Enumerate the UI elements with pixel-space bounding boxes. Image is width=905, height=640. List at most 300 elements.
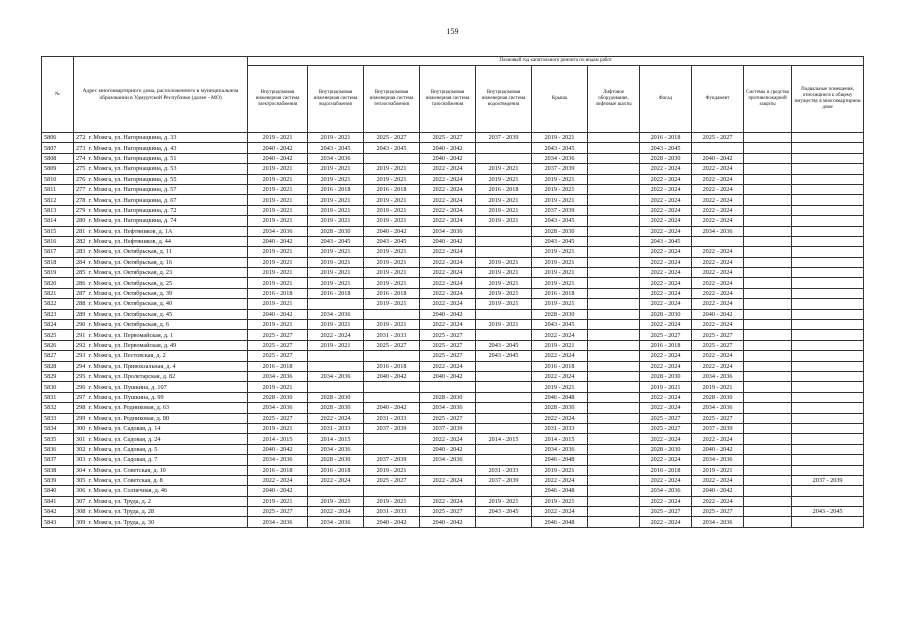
row-year-cell: 2022 - 2024: [532, 475, 588, 485]
row-year-cell: 2016 - 2018: [640, 133, 692, 143]
row-number: 5830: [42, 382, 74, 392]
row-year-cell: 2025 - 2027: [692, 330, 744, 340]
row-year-cell: [792, 403, 864, 413]
row-year-cell: 2019 - 2021: [308, 268, 364, 278]
row-year-cell: [476, 455, 532, 465]
row-year-cell: 2046 - 2048: [532, 517, 588, 527]
row-year-cell: [588, 496, 640, 506]
row-number: 5814: [42, 216, 74, 226]
row-year-cell: 2016 - 2018: [364, 184, 420, 194]
row-year-cell: 2019 - 2021: [692, 382, 744, 392]
row-year-cell: 2019 - 2021: [476, 320, 532, 330]
row-year-cell: 2019 - 2021: [364, 216, 420, 226]
row-year-cell: 2028 - 2030: [308, 392, 364, 402]
row-year-cell: 2019 - 2021: [532, 382, 588, 392]
row-year-cell: 2034 - 2036: [420, 403, 476, 413]
row-address: г. Можга, ул. Октябрьская, д. 25: [87, 278, 248, 288]
row-year-cell: 2019 - 2021: [248, 299, 308, 309]
row-year-cell: [588, 340, 640, 350]
row-year-cell: [476, 392, 532, 402]
row-year-cell: [744, 184, 792, 194]
row-year-cell: 2022 - 2024: [640, 174, 692, 184]
row-year-cell: [792, 351, 864, 361]
row-year-cell: [744, 309, 792, 319]
row-year-cell: [588, 247, 640, 257]
row-year-cell: [308, 299, 364, 309]
row-address: г. Можга, ул. Пушкина, д. 107: [87, 382, 248, 392]
row-year-cell: 2031 - 2033: [364, 507, 420, 517]
row-year-cell: 2040 - 2042: [248, 444, 308, 454]
row-address: г. Можга, ул. Солнечная, д. 46: [87, 486, 248, 496]
header-water-supply: Внутридомовая инженерная система водоснабжения: [308, 66, 364, 133]
row-year-cell: 2022 - 2024: [640, 434, 692, 444]
row-year-cell: 2022 - 2024: [692, 320, 744, 330]
row-year-cell: 2019 - 2021: [532, 195, 588, 205]
row-year-cell: [792, 299, 864, 309]
row-year-cell: 2040 - 2042: [420, 236, 476, 246]
row-address: г. Можга, ул. Октябрьская, д. 23: [87, 268, 248, 278]
row-address: г. Можга, ул. Садовая, д. 14: [87, 423, 248, 433]
row-year-cell: 2043 - 2045: [476, 507, 532, 517]
row-year-cell: 2028 - 2030: [640, 309, 692, 319]
row-year-cell: 2019 - 2021: [308, 164, 364, 174]
row-year-cell: [792, 340, 864, 350]
row-year-cell: [744, 392, 792, 402]
row-year-cell: 2022 - 2024: [420, 247, 476, 257]
row-year-cell: 2016 - 2018: [476, 184, 532, 194]
row-year-cell: 2022 - 2024: [420, 164, 476, 174]
row-year-cell: 2019 - 2021: [532, 247, 588, 257]
row-address: г. Можга, ул. Привокзальная, д. 4: [87, 361, 248, 371]
row-year-cell: 2022 - 2024: [420, 257, 476, 267]
row-year-cell: 2046 - 2048: [532, 486, 588, 496]
row-year-cell: [476, 517, 532, 527]
row-number: 5817: [42, 247, 74, 257]
row-number: 5834: [42, 423, 74, 433]
row-year-cell: 2034 - 2036: [640, 486, 692, 496]
row-year-cell: 2043 - 2045: [532, 236, 588, 246]
row-number: 5831: [42, 392, 74, 402]
row-address: г. Можга, ул. Советская, д. 8: [87, 475, 248, 485]
row-sequence: 276: [74, 174, 87, 184]
row-year-cell: [744, 236, 792, 246]
row-year-cell: 2037 - 2039: [532, 164, 588, 174]
row-year-cell: 2025 - 2027: [420, 133, 476, 143]
table-row: [42, 517, 864, 527]
row-year-cell: 2019 - 2021: [308, 496, 364, 506]
row-year-cell: 2040 - 2042: [420, 517, 476, 527]
row-year-cell: 2040 - 2042: [692, 309, 744, 319]
row-year-cell: 2019 - 2021: [476, 174, 532, 184]
row-year-cell: [588, 164, 640, 174]
row-year-cell: 2025 - 2027: [248, 413, 308, 423]
row-year-cell: [588, 268, 640, 278]
row-year-cell: 2019 - 2021: [532, 133, 588, 143]
row-number: 5824: [42, 320, 74, 330]
row-sequence: 288: [74, 299, 87, 309]
row-year-cell: [476, 361, 532, 371]
row-year-cell: 2019 - 2021: [532, 299, 588, 309]
header-row-number: №: [42, 57, 74, 133]
row-address: г. Можга, ул. Нагорнацкина, д. 51: [87, 153, 248, 163]
row-year-cell: 2025 - 2027: [420, 340, 476, 350]
row-number: 5823: [42, 309, 74, 319]
row-sequence: 309: [74, 517, 87, 527]
row-year-cell: 2022 - 2024: [420, 195, 476, 205]
row-sequence: 303: [74, 455, 87, 465]
table-row: [42, 143, 864, 153]
row-year-cell: 2034 - 2036: [248, 517, 308, 527]
row-year-cell: [692, 236, 744, 246]
row-year-cell: 2019 - 2021: [476, 278, 532, 288]
row-year-cell: 2040 - 2042: [248, 486, 308, 496]
row-year-cell: [308, 361, 364, 371]
row-year-cell: 2022 - 2024: [692, 351, 744, 361]
row-year-cell: [476, 444, 532, 454]
row-year-cell: [308, 382, 364, 392]
row-year-cell: 2040 - 2042: [692, 486, 744, 496]
row-address: г. Можга, ул. Садовая, д. 7: [87, 455, 248, 465]
row-year-cell: [588, 413, 640, 423]
row-year-cell: 2014 - 2015: [476, 434, 532, 444]
row-year-cell: 2022 - 2024: [692, 288, 744, 298]
row-year-cell: 2034 - 2036: [308, 309, 364, 319]
table-row: [42, 351, 864, 361]
row-year-cell: [792, 371, 864, 381]
row-year-cell: 2022 - 2024: [692, 496, 744, 506]
row-year-cell: [588, 288, 640, 298]
row-year-cell: 2019 - 2021: [476, 195, 532, 205]
row-year-cell: 2016 - 2018: [248, 361, 308, 371]
table-header: [42, 57, 864, 133]
row-year-cell: 2040 - 2042: [364, 371, 420, 381]
row-year-cell: [364, 351, 420, 361]
row-year-cell: 2025 - 2027: [640, 330, 692, 340]
row-year-cell: 2043 - 2045: [308, 236, 364, 246]
row-number: 5806: [42, 133, 74, 143]
table-row: [42, 475, 864, 485]
row-year-cell: 2022 - 2024: [420, 174, 476, 184]
row-year-cell: [792, 268, 864, 278]
table-row: [42, 403, 864, 413]
row-year-cell: 2022 - 2024: [532, 351, 588, 361]
row-year-cell: 2019 - 2021: [248, 184, 308, 194]
row-year-cell: [588, 133, 640, 143]
row-year-cell: [588, 423, 640, 433]
row-year-cell: 2025 - 2027: [420, 351, 476, 361]
row-year-cell: 2034 - 2036: [308, 517, 364, 527]
row-year-cell: 2040 - 2042: [364, 403, 420, 413]
row-year-cell: 2019 - 2021: [248, 382, 308, 392]
row-year-cell: 2025 - 2027: [420, 413, 476, 423]
header-gas-supply: Внутридомовая инженерная система газоснабжения: [420, 66, 476, 133]
row-year-cell: [588, 330, 640, 340]
row-year-cell: 2025 - 2027: [364, 340, 420, 350]
row-year-cell: [792, 392, 864, 402]
row-year-cell: 2031 - 2033: [476, 465, 532, 475]
table-row: [42, 486, 864, 496]
row-year-cell: [744, 444, 792, 454]
row-sequence: 275: [74, 164, 87, 174]
row-year-cell: 2019 - 2021: [476, 205, 532, 215]
row-number: 5827: [42, 351, 74, 361]
row-address: г. Можга, ул. Нагорнацкина, д. 43: [87, 143, 248, 153]
row-year-cell: 2022 - 2024: [640, 226, 692, 236]
row-sequence: 282: [74, 236, 87, 246]
row-year-cell: 2040 - 2042: [420, 153, 476, 163]
row-year-cell: 2034 - 2036: [692, 517, 744, 527]
row-year-cell: 2025 - 2027: [692, 340, 744, 350]
row-year-cell: [588, 434, 640, 444]
row-year-cell: [744, 465, 792, 475]
row-year-cell: 2034 - 2036: [248, 455, 308, 465]
row-year-cell: 2025 - 2027: [364, 133, 420, 143]
table-row: [42, 195, 864, 205]
row-number: 5828: [42, 361, 74, 371]
row-year-cell: 2022 - 2024: [640, 403, 692, 413]
table-row: [42, 153, 864, 163]
row-year-cell: 2019 - 2021: [308, 205, 364, 215]
row-year-cell: 2037 - 2039: [692, 423, 744, 433]
row-year-cell: [588, 153, 640, 163]
row-year-cell: [744, 320, 792, 330]
row-year-cell: 2028 - 2030: [248, 392, 308, 402]
row-year-cell: 2022 - 2024: [640, 496, 692, 506]
row-year-cell: [744, 133, 792, 143]
row-year-cell: 2022 - 2024: [640, 257, 692, 267]
row-address: г. Можга, ул. Нагорнацкина, д. 74: [87, 216, 248, 226]
row-address: г. Можга, ул. Октябрьская, д. 6: [87, 320, 248, 330]
row-sequence: 284: [74, 257, 87, 267]
row-year-cell: [588, 392, 640, 402]
row-year-cell: 2028 - 2030: [532, 309, 588, 319]
row-year-cell: [588, 320, 640, 330]
row-address: г. Можга, ул. Пушкина, д. 99: [87, 392, 248, 402]
row-year-cell: 2022 - 2024: [692, 268, 744, 278]
row-year-cell: 2022 - 2024: [640, 320, 692, 330]
row-year-cell: [792, 153, 864, 163]
row-sequence: 287: [74, 288, 87, 298]
row-year-cell: [588, 216, 640, 226]
row-year-cell: [792, 486, 864, 496]
row-year-cell: 2022 - 2024: [532, 371, 588, 381]
row-year-cell: 2019 - 2021: [532, 184, 588, 194]
row-year-cell: 2022 - 2024: [640, 278, 692, 288]
row-year-cell: 2022 - 2024: [640, 351, 692, 361]
row-year-cell: 2028 - 2030: [308, 226, 364, 236]
row-year-cell: [588, 403, 640, 413]
row-year-cell: 2014 - 2015: [248, 434, 308, 444]
row-year-cell: 2022 - 2024: [640, 205, 692, 215]
row-year-cell: 2040 - 2042: [420, 143, 476, 153]
row-year-cell: 2019 - 2021: [248, 174, 308, 184]
row-year-cell: [744, 268, 792, 278]
row-year-cell: 2043 - 2045: [476, 351, 532, 361]
row-year-cell: [476, 382, 532, 392]
row-year-cell: 2025 - 2027: [640, 413, 692, 423]
row-year-cell: 2031 - 2033: [364, 330, 420, 340]
row-year-cell: [744, 195, 792, 205]
row-address: г. Можга, ул. Пестовская, д. 2: [87, 351, 248, 361]
row-year-cell: [588, 299, 640, 309]
row-year-cell: [792, 143, 864, 153]
row-number: 5816: [42, 236, 74, 246]
row-sequence: 280: [74, 216, 87, 226]
table-row: [42, 288, 864, 298]
row-year-cell: 2043 - 2045: [532, 143, 588, 153]
row-year-cell: [792, 247, 864, 257]
row-year-cell: 2025 - 2027: [248, 340, 308, 350]
row-number: 5812: [42, 195, 74, 205]
row-address: г. Можга, ул. Нефтяников, д. 44: [87, 236, 248, 246]
table-row: [42, 340, 864, 350]
row-year-cell: [476, 330, 532, 340]
row-year-cell: 2046 - 2048: [532, 455, 588, 465]
row-year-cell: [476, 413, 532, 423]
row-year-cell: 2043 - 2045: [532, 320, 588, 330]
row-number: 5811: [42, 184, 74, 194]
row-year-cell: [744, 517, 792, 527]
row-number: 5818: [42, 257, 74, 267]
row-year-cell: [744, 153, 792, 163]
table-row: [42, 361, 864, 371]
row-year-cell: 2037 - 2039: [364, 423, 420, 433]
row-year-cell: 2034 - 2036: [692, 226, 744, 236]
row-year-cell: [792, 423, 864, 433]
header-fire-protection: Системы и средства противопожарной защиты: [744, 66, 792, 133]
row-year-cell: 2034 - 2036: [532, 444, 588, 454]
row-year-cell: [792, 382, 864, 392]
row-year-cell: 2022 - 2024: [420, 299, 476, 309]
row-sequence: 300: [74, 423, 87, 433]
row-year-cell: [476, 309, 532, 319]
row-year-cell: [308, 486, 364, 496]
row-year-cell: [792, 184, 864, 194]
row-address: г. Можга, ул. Советская, д. 10: [87, 465, 248, 475]
row-year-cell: [744, 351, 792, 361]
row-year-cell: 2019 - 2021: [532, 465, 588, 475]
row-year-cell: [792, 330, 864, 340]
row-year-cell: 2019 - 2021: [364, 320, 420, 330]
row-year-cell: [476, 403, 532, 413]
row-year-cell: 2022 - 2024: [692, 361, 744, 371]
row-year-cell: 2022 - 2024: [692, 257, 744, 267]
table-row: [42, 444, 864, 454]
row-sequence: 286: [74, 278, 87, 288]
header-foundation: Фундамент: [692, 66, 744, 133]
header-planned-years: Плановый год капитального ремонта по видам работ: [248, 57, 864, 66]
header-sewerage: Внутридомовая инженерная система водоотведения: [476, 66, 532, 133]
row-year-cell: [744, 340, 792, 350]
row-sequence: 273: [74, 143, 87, 153]
row-year-cell: [588, 444, 640, 454]
row-year-cell: [588, 205, 640, 215]
row-year-cell: 2034 - 2036: [692, 371, 744, 381]
row-number: 5819: [42, 268, 74, 278]
row-year-cell: 2022 - 2024: [308, 413, 364, 423]
row-year-cell: [420, 465, 476, 475]
row-sequence: 285: [74, 268, 87, 278]
row-year-cell: 2016 - 2018: [308, 288, 364, 298]
row-year-cell: [744, 288, 792, 298]
row-year-cell: 2022 - 2024: [640, 361, 692, 371]
row-year-cell: 2019 - 2021: [248, 164, 308, 174]
page-number: 159: [446, 27, 459, 36]
row-year-cell: 2043 - 2045: [364, 143, 420, 153]
table-row: [42, 371, 864, 381]
row-year-cell: 2019 - 2021: [248, 257, 308, 267]
row-year-cell: 2022 - 2024: [692, 475, 744, 485]
row-year-cell: 2019 - 2021: [248, 423, 308, 433]
row-year-cell: 2022 - 2024: [692, 205, 744, 215]
row-year-cell: 2019 - 2021: [476, 299, 532, 309]
row-year-cell: [744, 257, 792, 267]
row-year-cell: 2022 - 2024: [640, 299, 692, 309]
row-year-cell: 2022 - 2024: [532, 330, 588, 340]
row-year-cell: 2019 - 2021: [476, 268, 532, 278]
row-year-cell: [744, 299, 792, 309]
row-year-cell: [588, 361, 640, 371]
row-sequence: 278: [74, 195, 87, 205]
row-year-cell: [792, 133, 864, 143]
row-year-cell: [792, 278, 864, 288]
row-year-cell: 2022 - 2024: [308, 475, 364, 485]
row-year-cell: [744, 475, 792, 485]
row-year-cell: 2031 - 2033: [532, 423, 588, 433]
row-year-cell: 2014 - 2015: [532, 434, 588, 444]
row-year-cell: [588, 143, 640, 153]
row-address: г. Можга, ул. Труда, д. 28: [87, 507, 248, 517]
row-year-cell: [588, 382, 640, 392]
row-year-cell: 2019 - 2021: [532, 257, 588, 267]
row-year-cell: 2022 - 2024: [692, 299, 744, 309]
row-year-cell: [792, 465, 864, 475]
row-year-cell: 2022 - 2024: [640, 392, 692, 402]
row-year-cell: 2019 - 2021: [248, 268, 308, 278]
row-year-cell: 2022 - 2024: [640, 216, 692, 226]
row-year-cell: 2031 - 2033: [364, 413, 420, 423]
header-roof: Крыша: [532, 66, 588, 133]
table-row: [42, 278, 864, 288]
row-year-cell: 2034 - 2036: [420, 226, 476, 236]
row-year-cell: 2034 - 2036: [248, 371, 308, 381]
row-year-cell: [588, 184, 640, 194]
header-elevators: Лифтовое оборудование, лифтовые шахты: [588, 66, 640, 133]
row-year-cell: 2022 - 2024: [640, 164, 692, 174]
row-year-cell: 2037 - 2039: [532, 205, 588, 215]
table-row: [42, 257, 864, 267]
table-row: [42, 465, 864, 475]
row-address: г. Можга, ул. Садовая, д. 24: [87, 434, 248, 444]
row-year-cell: 2022 - 2024: [692, 174, 744, 184]
row-year-cell: 2019 - 2021: [308, 340, 364, 350]
row-year-cell: [792, 517, 864, 527]
row-year-cell: [588, 236, 640, 246]
row-year-cell: 2022 - 2024: [420, 268, 476, 278]
row-year-cell: [744, 174, 792, 184]
row-year-cell: 2037 - 2039: [476, 475, 532, 485]
row-year-cell: 2019 - 2021: [364, 174, 420, 184]
row-address: г. Можга, ул. Родниковая, д. 80: [87, 413, 248, 423]
row-year-cell: 2025 - 2027: [692, 413, 744, 423]
row-year-cell: 2016 - 2018: [364, 288, 420, 298]
row-year-cell: [364, 434, 420, 444]
row-year-cell: 2037 - 2039: [476, 133, 532, 143]
row-sequence: 293: [74, 351, 87, 361]
row-year-cell: [744, 382, 792, 392]
row-year-cell: [588, 465, 640, 475]
row-year-cell: 2028 - 2030: [420, 392, 476, 402]
